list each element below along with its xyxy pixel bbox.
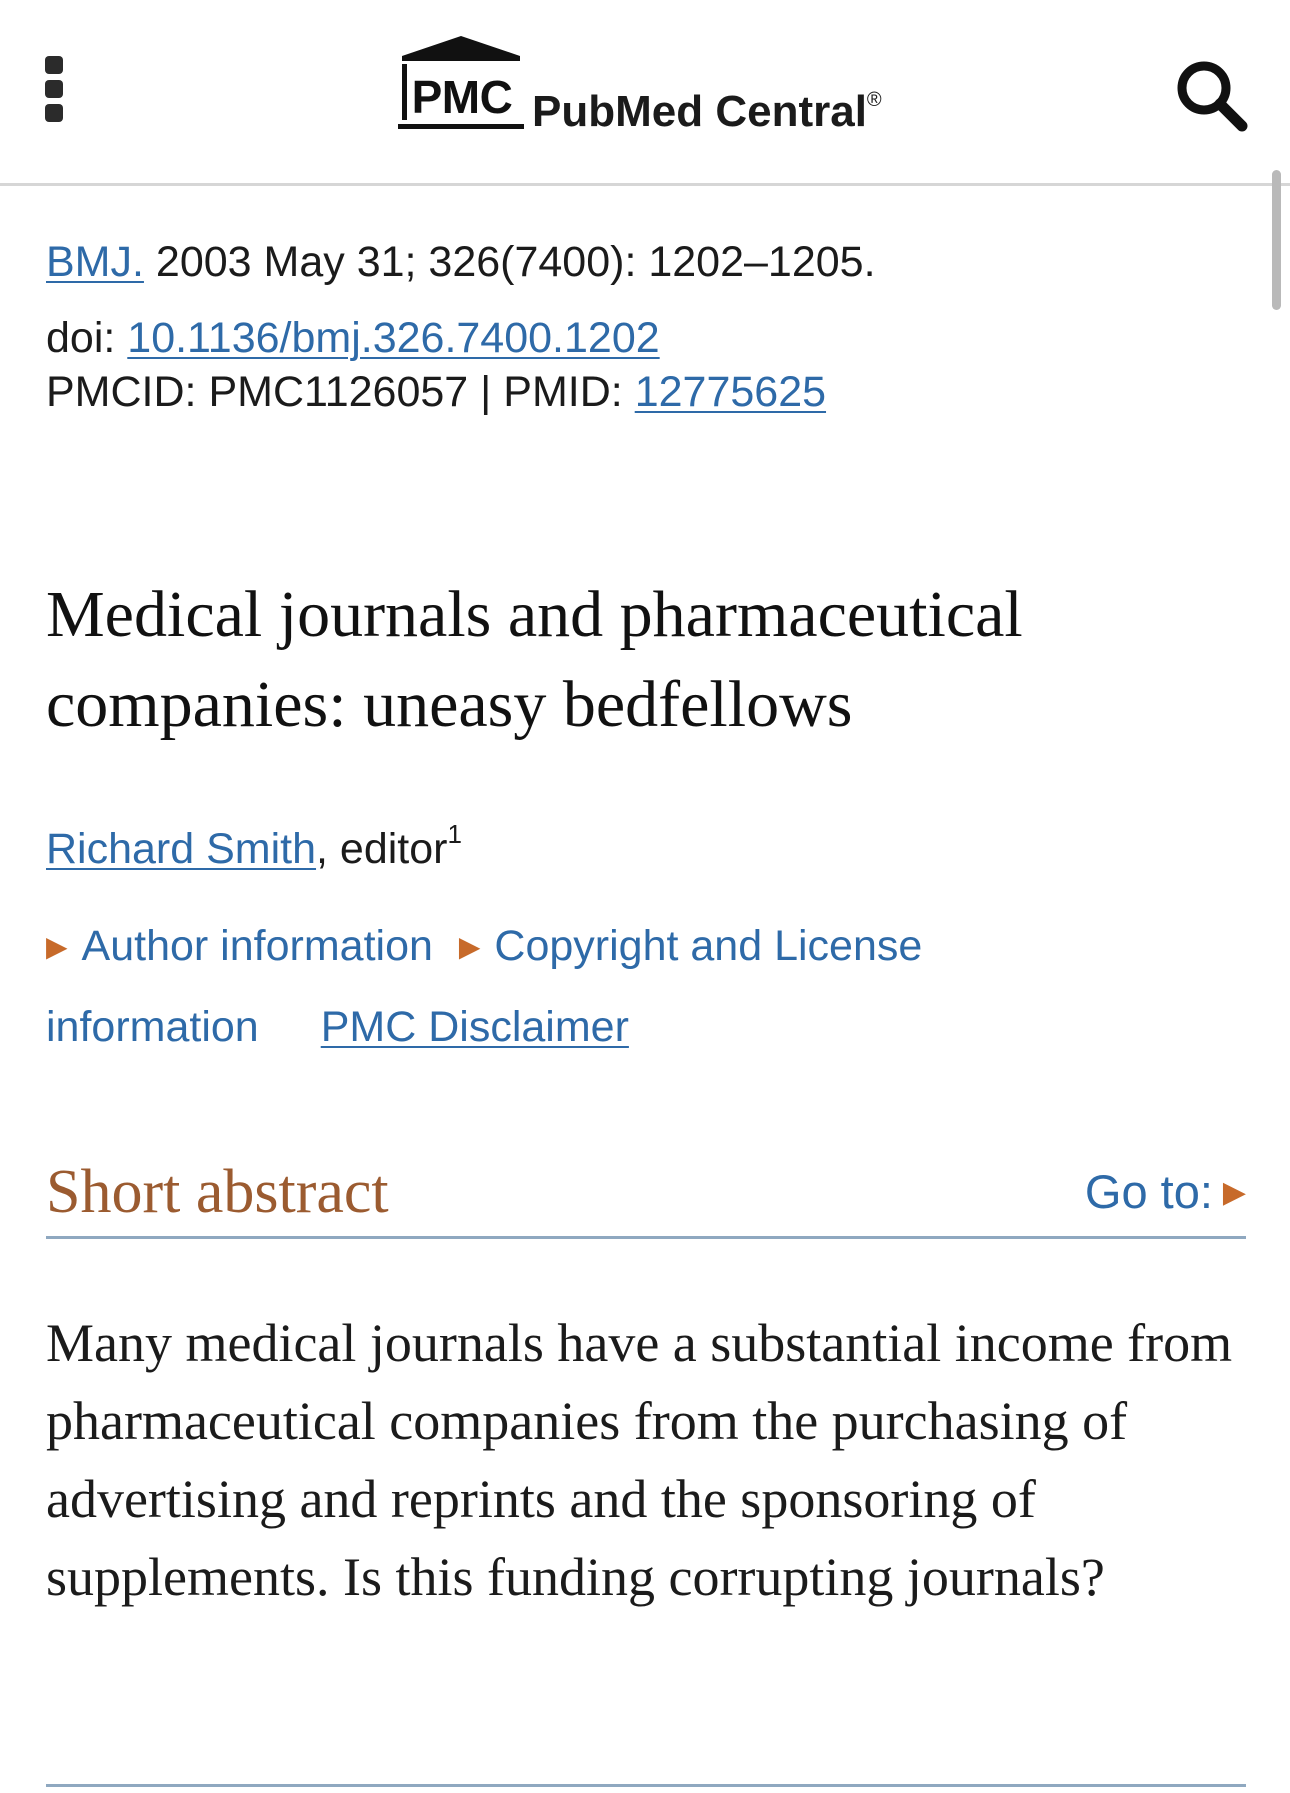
author-link[interactable]: Richard Smith <box>46 825 317 873</box>
vertical-dots-menu-icon[interactable] <box>36 52 72 124</box>
doi-label: doi: <box>46 314 128 362</box>
goto-label: Go to: <box>1084 1165 1213 1218</box>
pmid-label: PMID: <box>503 368 635 416</box>
logo-text: PubMed Central® <box>532 87 882 136</box>
id-line <box>46 360 826 424</box>
triangle-right-icon: ▶ <box>458 931 481 962</box>
section-header <box>46 1136 1246 1239</box>
author-role: , editor <box>316 825 448 873</box>
citation-line <box>46 222 876 302</box>
author-line <box>46 794 462 889</box>
author-information-toggle[interactable]: Author information <box>81 922 433 970</box>
copyright-license-toggle[interactable]: Copyright and License <box>494 922 923 970</box>
author-affiliation-marker[interactable]: 1 <box>447 819 462 849</box>
journal-link[interactable]: BMJ. <box>46 238 144 286</box>
pmid-link[interactable]: 12775625 <box>634 368 827 416</box>
search-icon[interactable] <box>1172 56 1252 136</box>
doi-link[interactable]: 10.1136/bmj.326.7400.1202 <box>127 314 660 362</box>
pmc-disclaimer-link[interactable]: PMC Disclaimer <box>320 1003 629 1051</box>
triangle-right-icon: ▶ <box>1222 1176 1246 1209</box>
scrollbar-thumb[interactable] <box>1272 170 1281 310</box>
citation-block <box>46 222 876 378</box>
section-title: Short abstract <box>46 1158 389 1226</box>
citation-date-volume: 2003 May 31; 326(7400): 1202–1205. <box>155 238 876 286</box>
triangle-right-icon: ▶ <box>46 931 68 962</box>
pmcid-label: PMCID: <box>46 368 209 416</box>
copyright-license-toggle-cont[interactable]: information <box>46 1003 259 1051</box>
pmcid-value: PMC1126057 <box>208 368 469 416</box>
abstract-paragraph: Many medical journals have a substantial income from pharmaceutical companies from the purchasing of advertising and reprints and the sponsoring of supplements. Is this funding corrupting journals? <box>46 1313 1233 1607</box>
section-divider <box>46 1784 1246 1787</box>
pmc-logo-mark: PMC <box>411 71 513 123</box>
registered-mark: ® <box>866 89 882 111</box>
goto-menu[interactable] <box>1085 1160 1246 1225</box>
id-separator: | <box>468 368 504 416</box>
article-title: Medical journals and pharmaceutical companies: uneasy bedfellows <box>46 578 1023 741</box>
pmc-logo[interactable] <box>396 34 916 134</box>
article-expanders <box>46 906 1246 1067</box>
site-header <box>0 0 1290 186</box>
